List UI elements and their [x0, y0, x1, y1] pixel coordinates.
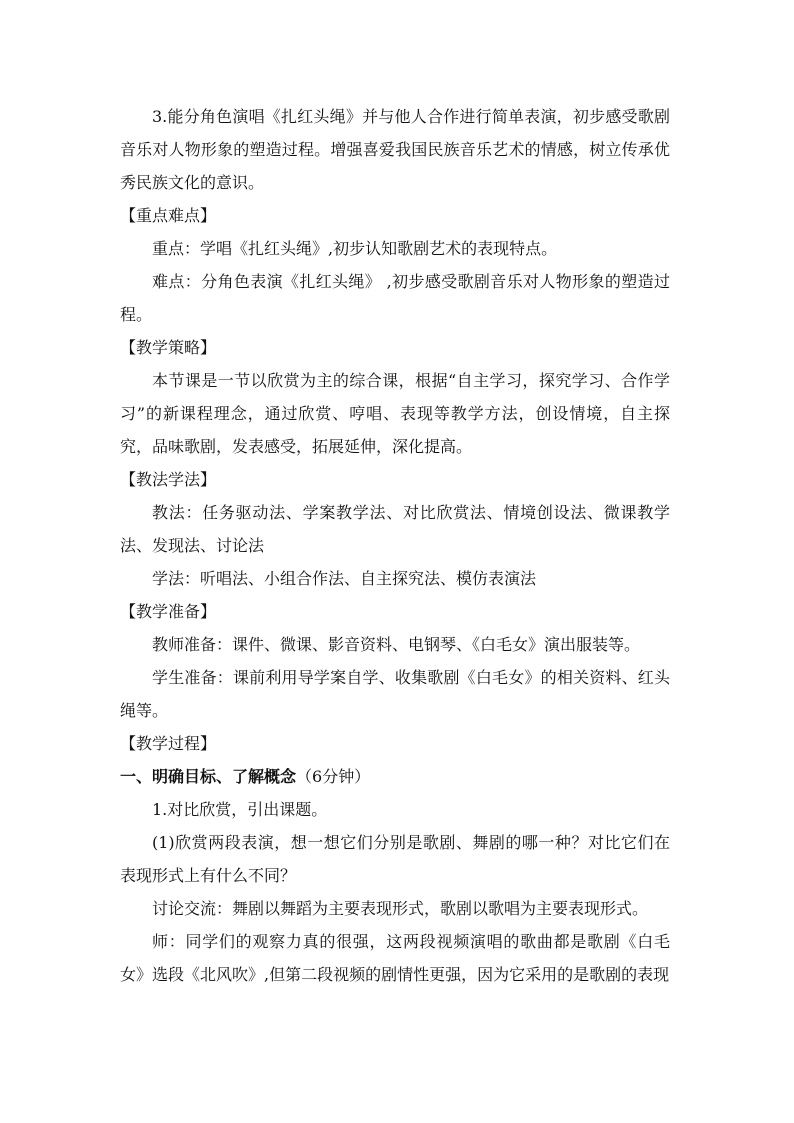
student-preparation-paragraph: 学生准备：课前利用导学案自学、收集歌剧《白毛女》的相关资料、红头绳等。: [120, 668, 670, 720]
discussion-paragraph: 讨论交流：舞剧以舞蹈为主要表现形式，歌剧以歌唱为主要表现形式。: [152, 899, 649, 918]
key-points-heading: 【重点难点】: [120, 206, 217, 225]
learning-methods-paragraph: 学法：听唱法、小组合作法、自主探究法、模仿表演法: [152, 569, 537, 588]
section-one-heading: [120, 760, 670, 793]
preparation-heading: 【教学准备】: [120, 602, 217, 621]
teaching-strategy-heading: 【教学策略】: [120, 338, 217, 357]
teaching-process-heading: 【教学过程】: [120, 734, 217, 753]
methods-heading: 【教法学法】: [120, 470, 217, 489]
strategy-paragraph: 本节课是一节以欣赏为主的综合课，根据“自主学习，探究学习、合作学习”的新课程理念，通过欣赏、哼唱、表现等教学方法，创设情境，自主探究，品味歌剧，发表感受，拓展延伸，深化提高。: [120, 371, 670, 456]
section-one-duration: （6分钟）: [296, 767, 371, 786]
difficulty-paragraph: 难点：分角色表演《扎红头绳》 ,初步感受歌剧音乐对人物形象的塑造过程。: [120, 272, 670, 324]
document-page: [120, 100, 670, 991]
objective-3-paragraph: 3.能分角色演唱《扎红头绳》并与他人合作进行简单表演，初步感受歌剧音乐对人物形象的塑造过程。增强喜爱我国民族音乐艺术的情感，树立传承优秀民族文化的意识。: [120, 107, 670, 192]
teacher-remark-paragraph: 师：同学们的观察力真的很强，这两段视频演唱的歌曲都是歌剧《白毛女》选段《北风吹》,但第二段视频的剧情性更强，因为它采用的是歌剧的表现: [120, 932, 670, 984]
teaching-methods-paragraph: 教法：任务驱动法、学案教学法、对比欣赏法、情境创设法、微课教学法、发现法、讨论法: [120, 503, 670, 555]
section-one-title: 一、明确目标、了解概念: [120, 767, 297, 786]
step-1-1-paragraph: (1)欣赏两段表演，想一想它们分别是歌剧、舞剧的哪一种？对比它们在表现形式上有什么不同？: [120, 833, 670, 885]
step-1-paragraph: 1.对比欣赏，引出课题。: [152, 800, 328, 819]
teacher-preparation-paragraph: 教师准备：课件、微课、影音资料、电钢琴、《白毛女》演出服装等。: [152, 635, 641, 654]
key-point-paragraph: 重点：学唱《扎红头绳》,初步认知歌剧艺术的表现特点。: [152, 239, 558, 258]
